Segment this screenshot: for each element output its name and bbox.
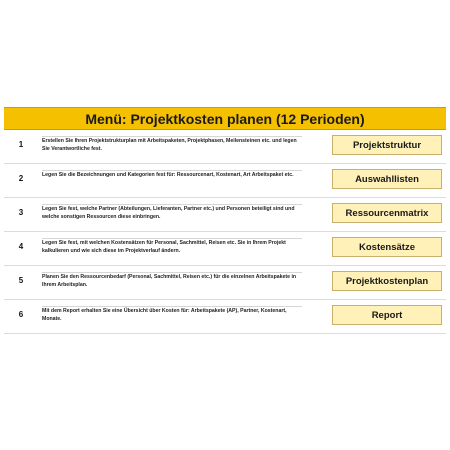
menu-row-6 xyxy=(4,300,446,334)
projektkostenplan-button[interactable]: Projektkostenplan xyxy=(332,271,442,291)
menu-row-1 xyxy=(4,130,446,164)
menu-row-5 xyxy=(4,266,446,300)
row-description: Planen Sie den Ressourcenbedarf (Personal, Sachmittel, Reisen etc.) für die einzelnen Arbeitspakete in Ihrem Arbeitsplan. xyxy=(42,272,302,289)
menu-title: Menü: Projektkosten planen (12 Perioden) xyxy=(4,107,446,130)
row-number: 5 xyxy=(18,276,24,285)
row-number: 3 xyxy=(18,208,24,217)
ressourcenmatrix-button[interactable]: Ressourcenmatrix xyxy=(332,203,442,223)
kostensaetze-button[interactable]: Kostensätze xyxy=(332,237,442,257)
menu-panel xyxy=(4,107,446,334)
projektstruktur-button[interactable]: Projektstruktur xyxy=(332,135,442,155)
row-description: Erstellen Sie Ihren Projektstrukturplan mit Arbeitspaketen, Projektphasen, Meilensteinen etc. und legen Sie Verantwortliche fest. xyxy=(42,136,302,153)
row-number: 2 xyxy=(18,174,24,183)
auswahllisten-button[interactable]: Auswahllisten xyxy=(332,169,442,189)
menu-rows xyxy=(4,130,446,334)
menu-row-2 xyxy=(4,164,446,198)
row-description: Legen Sie fest, welche Partner (Abteilungen, Lieferanten, Partner etc.) und Personen beteiligt sind und welche sonstigen Ressourcen diese einbringen. xyxy=(42,204,302,221)
menu-row-3 xyxy=(4,198,446,232)
row-number: 6 xyxy=(18,310,24,319)
row-description: Legen Sie fest, mit welchen Kostensätzen für Personal, Sachmittel, Reisen etc. Sie in Ihrem Projekt kalkulieren und wie sich diese im Projektverlauf ändern. xyxy=(42,238,302,255)
row-description: Legen Sie die Bezeichnungen und Kategorien fest für: Ressourcenart, Kostenart, Art Arbeitspaket etc. xyxy=(42,170,302,180)
row-description: Mit dem Report erhalten Sie eine Übersicht über Kosten für: Arbeitspakete (AP), Partner, Kostenart, Monate. xyxy=(42,306,302,323)
menu-row-4 xyxy=(4,232,446,266)
row-number: 4 xyxy=(18,242,24,251)
report-button[interactable]: Report xyxy=(332,305,442,325)
row-number: 1 xyxy=(18,140,24,149)
